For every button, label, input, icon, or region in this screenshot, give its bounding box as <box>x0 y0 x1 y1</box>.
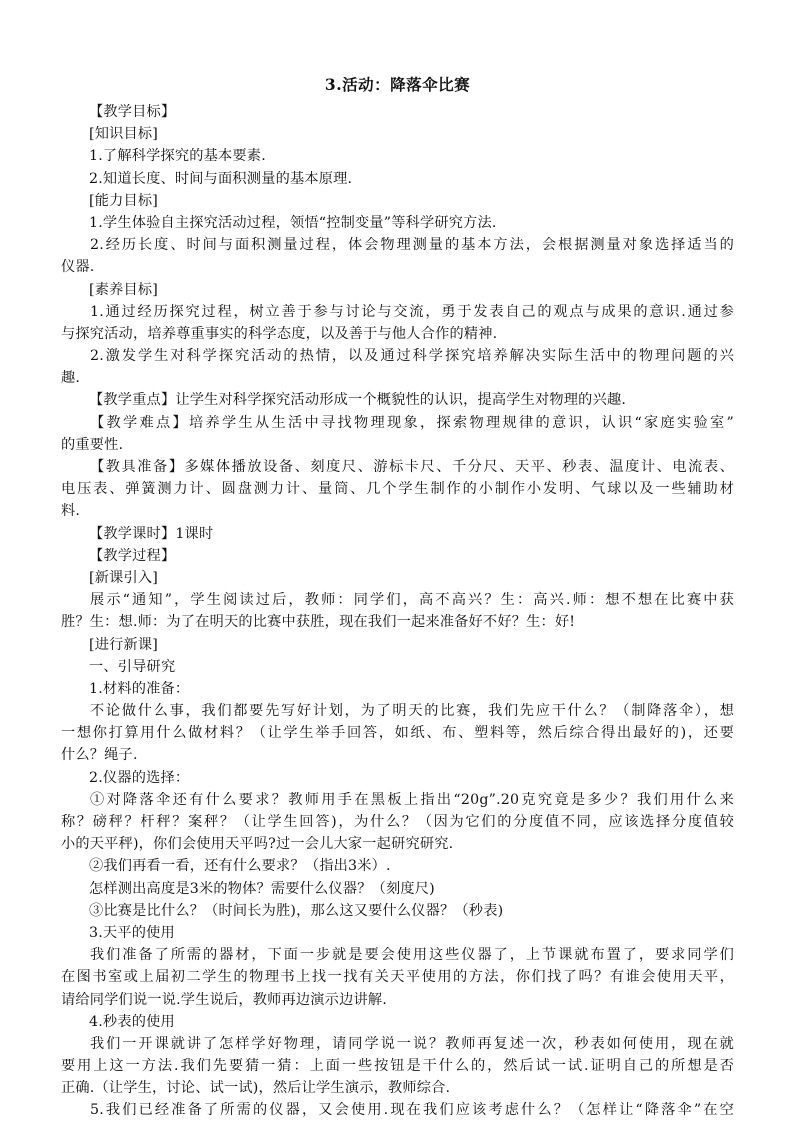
text-line: 1.了解科学探究的基本要素. <box>89 148 266 165</box>
text-line: ①对降落伞还有什么要求？教师用手在黑板上指出“20g”.20克究竟是多少？我们用什么来 <box>90 791 734 808</box>
text-line: 2.经历长度、时间与面积测量过程，体会物理测量的基本方法，会根据测量对象选择适当的 <box>90 237 734 254</box>
text-line: 展示“通知”，学生阅读过后，教师：同学们，高不高兴？生：高兴.师：想不想在比赛中获 <box>90 592 734 609</box>
text-line: ③比赛是比什么？（时间长为胜)，那么这又要什么仪器？（秒表) <box>89 902 504 919</box>
text-line: 电压表、弹簧测力计、圆盘测力计、量筒、几个学生制作的小制作小发明、气球以及一些辅助材 <box>61 481 734 498</box>
text-line: 2.仪器的选择： <box>89 769 190 786</box>
text-line: 2.知道长度、时间与面积测量的基本原理. <box>89 170 353 187</box>
text-line: 【教学目标】 <box>89 104 176 120</box>
text-line: 【教学课时】1课时 <box>89 525 214 542</box>
text-line: 在图书室或上届初二学生的物理书上找一找有关天平使用的方法，你们找了吗？有谁会使用天平， <box>61 969 734 986</box>
text-line: 不论做什么事，我们都要先写好计划，为了明天的比赛，我们先应干什么？（制降落伞），想 <box>90 703 734 720</box>
text-line: 1.学生体验自主探究活动过程，领悟“控制变量”等科学研究方法. <box>89 214 497 231</box>
text-line: 什么？绳子. <box>61 747 138 764</box>
text-line: [素养目标] <box>89 281 159 298</box>
text-line: 1.材料的准备： <box>89 680 190 697</box>
text-line: ②我们再看一看，还有什么要求？（指出3米）. <box>89 858 391 875</box>
text-line: 一、引导研究 <box>89 658 176 675</box>
text-line: 4.秒表的使用 <box>89 1013 175 1030</box>
text-line: 的重要性. <box>61 436 124 453</box>
text-line: 【教具准备】多媒体播放设备、刻度尺、游标卡尺、千分尺、天平、秒表、温度计、电流表、 <box>90 459 734 475</box>
text-line: [知识目标] <box>89 126 159 143</box>
text-line: 2.激发学生对科学探究活动的热情，以及通过科学探究培养解决实际生活中的物理问题的兴 <box>90 348 734 365</box>
text-line: 要用上这一方法.我们先要猜一猜：上面一些按钮是干什么的，然后试一试.证明自己的所想是否 <box>61 1058 734 1075</box>
text-line: [新课引入] <box>89 569 159 586</box>
text-line: 胜？生：想.师：为了在明天的比赛中获胜，现在我们一起来准备好不好？生：好! <box>61 614 576 631</box>
text-line: 【教学过程】 <box>89 547 176 564</box>
text-line: 1.通过经历探究过程，树立善于参与讨论与交流，勇于发表自己的观点与成果的意识.通过参 <box>90 303 734 320</box>
text-line: 我们准备了所需的器材，下面一步就是要会使用这些仪器了，上节课就布置了，要求同学们 <box>90 947 734 964</box>
document-title: 3.活动：降落伞比赛 <box>324 75 471 94</box>
text-line: 5.我们已经准备了所需的仪器，又会使用.现在我们应该考虑什么？（怎样让“降落伞”在空 <box>90 1102 734 1119</box>
text-line: 小的天平秤)，你们会使用天平吗?过一会儿大家一起研究研究. <box>61 836 454 853</box>
text-line: 称？磅秤？杆秤？案秤？（让学生回答)，为什么？（因为它们的分度值不同，应该选择分度值较 <box>61 814 734 830</box>
text-line: 一想你打算用什么做材料？（让学生举手回答，如纸、布、塑料等，然后综合得出最好的)，还要 <box>61 725 734 742</box>
text-line: 仪器. <box>61 259 95 276</box>
text-line: [进行新课] <box>89 636 159 653</box>
text-line: 3.天平的使用 <box>89 924 175 941</box>
text-line: 【教学重点】让学生对科学探究活动形成一个概貌性的认识，提高学生对物理的兴趣. <box>89 392 627 409</box>
text-line: 怎样测出高度是3米的物体？需要什么仪器？（刻度尺) <box>89 880 435 897</box>
document-body <box>61 101 734 1122</box>
text-line: 趣. <box>61 370 81 387</box>
text-line: 料. <box>61 503 81 520</box>
text-line: 正确.（让学生，讨论、试一试)，然后让学生演示，教师综合. <box>61 1080 451 1097</box>
text-line: 与探究活动，培养尊重事实的科学态度，以及善于与他人合作的精神. <box>61 325 498 342</box>
text-line: 【教学难点】培养学生从生活中寻找物理现象，探索物理规律的意识，认识“家庭实验室” <box>90 414 734 431</box>
text-line: 我们一开课就讲了怎样学好物理，请同学说一说？教师再复述一次，秒表如何使用，现在就 <box>90 1035 734 1052</box>
text-line: 请给同学们说一说.学生说后，教师再边演示边讲解. <box>61 991 387 1008</box>
text-line: [能力目标] <box>89 192 159 209</box>
